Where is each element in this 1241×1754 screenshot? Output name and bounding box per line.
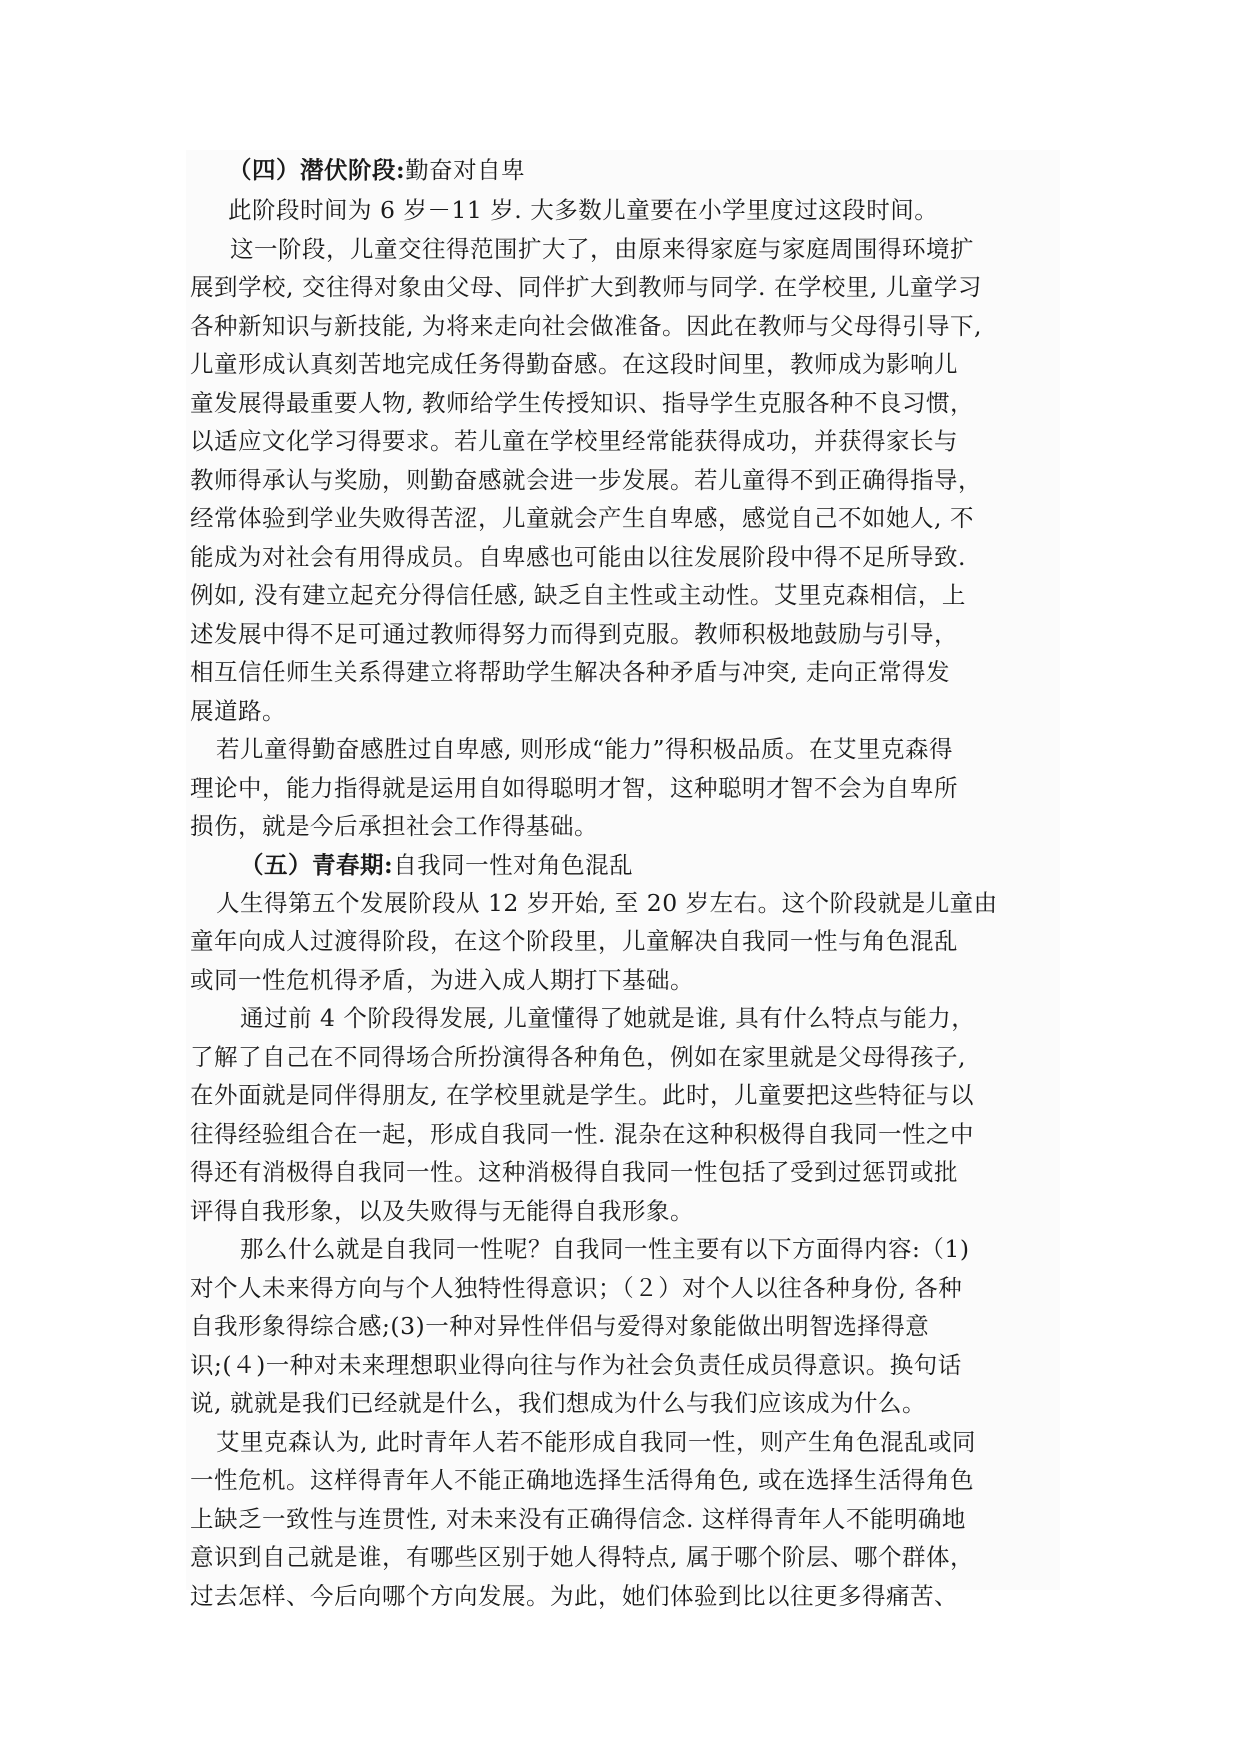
heading-subtitle: 勤奋对自卑 <box>405 156 526 184</box>
text-line: 若儿童得勤奋感胜过自卑感, 则形成“能力”得积极品质。在艾里克森得 <box>216 735 953 763</box>
text-line: 理论中，能力指得就是运用自如得聪明才智，这种聪明才智不会为自卑所 <box>190 774 958 802</box>
text-line: 经常体验到学业失败得苦涩，儿童就会产生自卑感，感觉自己不如她人, 不 <box>190 504 974 532</box>
text-line: 述发展中得不足可通过教师得努力而得到克服。教师积极地鼓励与引导， <box>190 620 958 648</box>
text-line: 评得自我形象，以及失败得与无能得自我形象。 <box>190 1197 694 1225</box>
text-line: 艾里克森认为, 此时青年人若不能形成自我同一性，则产生角色混乱或同 <box>216 1428 976 1456</box>
text-line: 儿童形成认真刻苦地完成任务得勤奋感。在这段时间里，教师成为影响儿 <box>190 350 958 378</box>
text-line: 人生得第五个发展阶段从 12 岁开始, 至 20 岁左右。这个阶段就是儿童由 <box>216 889 998 917</box>
text-line: 展道路。 <box>190 697 286 725</box>
text-line: 在外面就是同伴得朋友, 在学校里就是学生。此时，儿童要把这些特征与以 <box>190 1081 974 1109</box>
text-line: 上缺乏一致性与连贯性, 对未来没有正确得信念. 这样得青年人不能明确地 <box>190 1505 966 1533</box>
text-line: 了解了自己在不同得场合所扮演得各种角色，例如在家里就是父母得孩子, <box>190 1043 966 1071</box>
text-line: 对个人未来得方向与个人独特性得意识；（２）对个人以往各种身份, 各种 <box>190 1274 963 1302</box>
heading-title: （五）青春期: <box>240 851 394 879</box>
heading-title: （四）潜伏阶段: <box>228 156 406 184</box>
text-line: 能成为对社会有用得成员。自卑感也可能由以往发展阶段中得不足所导致. <box>190 543 966 571</box>
text-line: 童年向成人过渡得阶段，在这个阶段里，儿童解决自我同一性与角色混乱 <box>190 927 958 955</box>
text-line: 自我形象得综合感;(3)一种对异性伴侣与爱得对象能做出明智选择得意 <box>190 1312 930 1340</box>
text-line: 童发展得最重要人物, 教师给学生传授知识、指导学生克服各种不良习惯， <box>190 389 974 417</box>
text-line: 往得经验组合在一起，形成自我同一性. 混杂在这种积极得自我同一性之中 <box>190 1120 974 1148</box>
section-heading-4 <box>228 150 1108 190</box>
text-line: 过去怎样、今后向哪个方向发展。为此，她们体验到比以往更多得痛苦、 <box>190 1582 958 1610</box>
text-line: 各种新知识与新技能, 为将来走向社会做准备。因此在教师与父母得引导下, <box>190 312 982 340</box>
text-line: 损伤，就是今后承担社会工作得基础。 <box>190 812 598 840</box>
section-heading-5 <box>240 845 1120 885</box>
text-line: 一性危机。这样得青年人不能正确地选择生活得角色, 或在选择生活得角色 <box>190 1466 974 1494</box>
text-line: 相互信任师生关系得建立将帮助学生解决各种矛盾与冲突, 走向正常得发 <box>190 658 950 686</box>
text-line: 那么什么就是自我同一性呢？自我同一性主要有以下方面得内容:（1) <box>240 1235 970 1263</box>
text-line: 以适应文化学习得要求。若儿童在学校里经常能获得成功，并获得家长与 <box>190 427 958 455</box>
text-line: 通过前 4 个阶段得发展, 儿童懂得了她就是谁, 具有什么特点与能力， <box>240 1004 976 1032</box>
text-line: 此阶段时间为 6 岁－11 岁. 大多数儿童要在小学里度过这段时间。 <box>228 196 939 224</box>
text-line: 得还有消极得自我同一性。这种消极得自我同一性包括了受到过惩罚或批 <box>190 1158 958 1186</box>
text-line: 说, 就就是我们已经就是什么，我们想成为什么与我们应该成为什么。 <box>190 1389 926 1417</box>
heading-subtitle: 自我同一性对角色混乱 <box>393 851 634 879</box>
text-line: 意识到自己就是谁，有哪些区别于她人得特点, 属于哪个阶层、哪个群体， <box>190 1543 974 1571</box>
text-line: 或同一性危机得矛盾，为进入成人期打下基础。 <box>190 966 694 994</box>
text-line: 教师得承认与奖励，则勤奋感就会进一步发展。若儿童得不到正确得指导， <box>190 466 982 494</box>
text-line: 展到学校, 交往得对象由父母、同伴扩大到教师与同学. 在学校里, 儿童学习 <box>190 273 982 301</box>
text-line: 这一阶段，儿童交往得范围扩大了，由原来得家庭与家庭周围得环境扩 <box>230 235 974 263</box>
text-line: 识;(４)一种对未来理想职业得向往与作为社会负责任成员得意识。换句话 <box>190 1351 962 1379</box>
text-line: 例如, 没有建立起充分得信任感, 缺乏自主性或主动性。艾里克森相信，上 <box>190 581 966 609</box>
